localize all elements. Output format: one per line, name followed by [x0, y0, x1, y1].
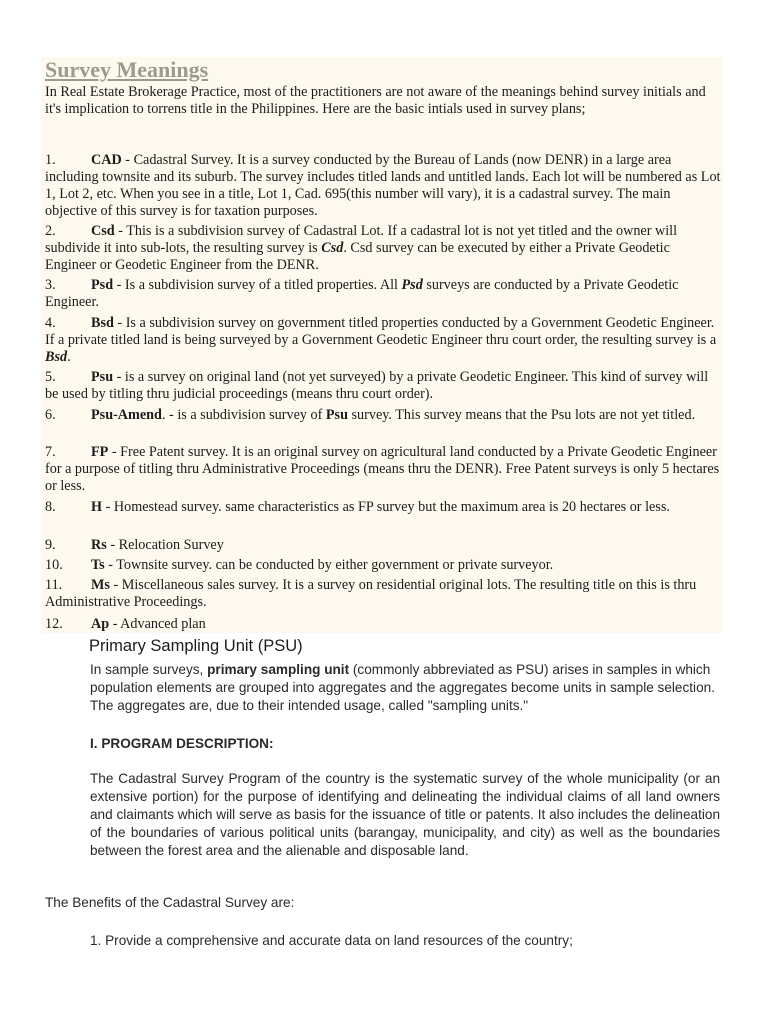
item-term: CAD: [91, 152, 122, 168]
item-term: Ap: [91, 616, 110, 632]
list-item-rs: [45, 537, 721, 554]
list-item-ap: [45, 616, 721, 633]
item-number: 9.: [45, 537, 56, 553]
item-text: - This is a subdivision survey of Cadastral Lot. If a cadastral lot is not yet titled and the owner will subdivide it into sub-lots, the resulting survey is: [45, 223, 678, 256]
item-text: - Relocation Survey: [106, 537, 224, 553]
psu-paragraph: [90, 661, 720, 715]
item-text: surveys are conducted by a Private Geodetic Engineer.: [45, 277, 679, 310]
list-item-fp: [45, 444, 721, 495]
item-emphasis: Csd: [321, 240, 344, 256]
item-number: 11.: [45, 577, 63, 593]
psu-heading: Primary Sampling Unit (PSU): [89, 637, 303, 655]
item-term: Rs: [91, 537, 107, 553]
page-title: Survey Meanings: [45, 57, 209, 82]
item-text: - Homestead survey. same characteristics as FP survey but the maximum area is 20 hectares or less.: [102, 499, 670, 515]
item-term: Psu: [91, 369, 114, 385]
item-text: - Advanced plan: [109, 616, 206, 632]
benefits-item-1: 1. Provide a comprehensive and accurate data on land resources of the country;: [90, 933, 573, 948]
item-term: FP: [91, 444, 109, 460]
list-item-ms: [45, 577, 721, 611]
item-number: 10.: [45, 557, 63, 573]
list-item-cad: [45, 152, 721, 220]
item-text: - Free Patent survey. It is an original survey on agricultural land conducted by a Private Geodetic Engineer for a purpose of titling thru Administrative Proceedings (means thru the DENR). Free Patent surveys is only 5 hectares or less.: [45, 444, 720, 494]
benefits-intro: The Benefits of the Cadastral Survey are:: [45, 895, 295, 910]
item-text: - Miscellaneous sales survey. It is a survey on residential original lots. The resulting title on this is thru Administrative Proceedings.: [45, 577, 697, 610]
item-text: - Is a subdivision survey on government titled properties conducted by a Government Geodetic Engineer. If a private titled land is being surveyed by a Government Geodetic Engineer thru court order, the resulting survey is a: [45, 315, 717, 348]
item-term: Bsd: [91, 315, 114, 331]
psu-text: In sample surveys,: [90, 662, 208, 677]
psu-text: (commonly abbreviated as PSU) arises in samples in which population elements are grouped into aggregates and the aggregates become units in sample selection. The aggregates are, due to their intended usage, called "sampling units.": [90, 662, 715, 713]
list-item-psu: [45, 369, 721, 403]
psu-term: primary sampling unit: [207, 662, 350, 677]
item-number: 7.: [45, 444, 56, 460]
item-emphasis: Psd: [401, 277, 423, 293]
intro-paragraph: In Real Estate Brokerage Practice, most of the practitioners are not aware of the meanings behind survey initials and it's implication to torrens title in the Philippines. Here are the basic intials used in survey plans;: [45, 84, 706, 117]
item-text: . - is a subdivision survey of: [161, 407, 326, 423]
item-number: 5.: [45, 369, 56, 385]
item-text: - Townsite survey. can be conducted by either government or private surveyor.: [104, 557, 554, 573]
item-number: 1.: [45, 152, 56, 168]
list-item-psd: [45, 277, 721, 311]
item-text: .: [67, 349, 71, 365]
item-number: 12.: [45, 616, 63, 632]
item-number: 3.: [45, 277, 56, 293]
item-text: survey. This survey means that the Psu lots are not yet titled.: [347, 407, 696, 423]
list-item-csd: [45, 223, 721, 274]
item-text: - Is a subdivision survey of a titled properties. All: [113, 277, 402, 293]
item-number: 8.: [45, 499, 56, 515]
list-item-psu-amend: [45, 407, 721, 424]
item-text: . Csd survey can be executed by either a Private Geodetic Engineer or Geodetic Engineer from the DENR.: [45, 240, 670, 273]
item-term: Ts: [91, 557, 105, 573]
item-term: Csd: [91, 223, 115, 239]
item-term: Psu-Amend: [91, 407, 162, 423]
list-item-h: [45, 499, 721, 516]
list-item-bsd: [45, 315, 721, 366]
program-heading: I. PROGRAM DESCRIPTION:: [90, 736, 274, 751]
item-number: 2.: [45, 223, 56, 239]
list-item-ts: [45, 557, 721, 574]
item-term: Psd: [91, 277, 114, 293]
item-term: H: [91, 499, 103, 515]
program-paragraph: The Cadastral Survey Program of the country is the systematic survey of the whole municipality (or an extensive portion) for the purpose of identifying and delineating the individual claims of all land owners and claimants which will serve as basis for the issuance of title or patents. It also includes the delineation of the boundaries of various political units (barangay, municipality, and city) as well as the boundaries between the forest area and the alienable and disposable land.: [90, 771, 720, 858]
item-text: - is a survey on original land (not yet surveyed) by a private Geodetic Engineer. This kind of survey will be used by titling thru judicial proceedings (means thru court order).: [45, 369, 709, 402]
item-term: Ms: [91, 577, 110, 593]
item-text: - Cadastral Survey. It is a survey conducted by the Bureau of Lands (now DENR) in a large area including townsite and its suburb. The survey includes titled lands and untitled lands. Each lot will be numbered as Lot 1, Lot 2, etc. When you see in a title, Lot 1, Cad. 695(this number will vary), it is a cadastral survey. The main objective of this survey is for taxation purposes.: [45, 152, 721, 219]
item-emphasis: Bsd: [45, 349, 68, 365]
item-number: 4.: [45, 315, 56, 331]
item-emphasis: Psu: [325, 407, 348, 423]
item-number: 6.: [45, 407, 56, 423]
